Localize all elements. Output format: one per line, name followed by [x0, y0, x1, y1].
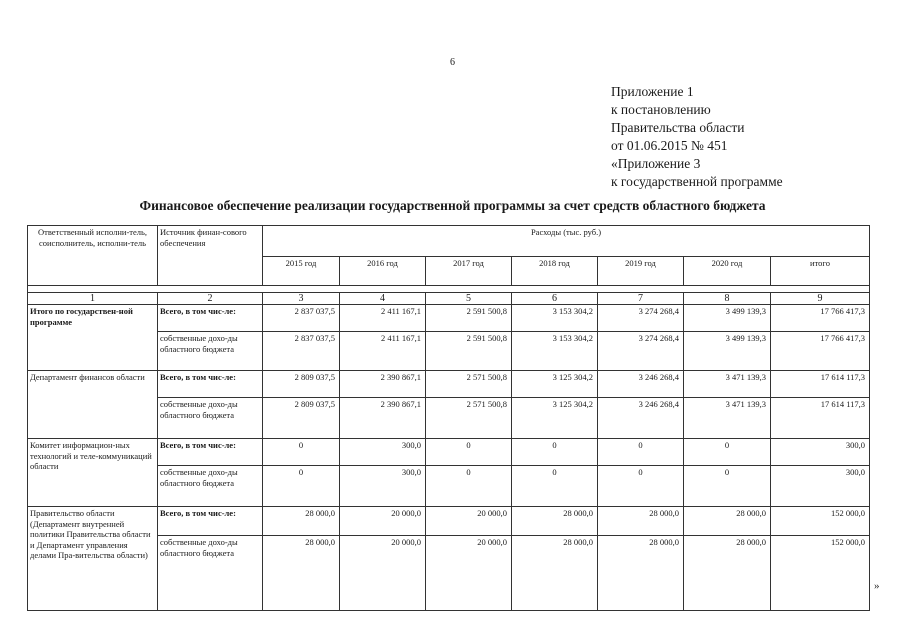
header-year: 2016 год	[340, 257, 426, 286]
header-executor: Ответственный исполни-тель, соисполнитель, исполни-тель	[28, 226, 158, 286]
value-cell: 2 591 500,8	[426, 332, 512, 371]
value-cell: 2 809 037,5	[263, 371, 340, 398]
value-cell: 28 000,0	[684, 536, 771, 611]
value-cell: 28 000,0	[684, 507, 771, 536]
total-cell: 300,0	[771, 466, 870, 507]
column-number: 6	[512, 293, 598, 305]
appendix-line: к постановлению	[611, 102, 711, 117]
value-cell: 0	[684, 439, 771, 466]
source-cell: собственные дохо-ды областного бюджета	[158, 398, 263, 439]
value-cell: 3 499 139,3	[684, 305, 771, 332]
value-cell: 2 809 037,5	[263, 398, 340, 439]
value-cell: 3 274 268,4	[598, 332, 684, 371]
value-cell: 2 591 500,8	[426, 305, 512, 332]
value-cell: 20 000,0	[340, 507, 426, 536]
value-cell: 3 246 268,4	[598, 371, 684, 398]
document-title: Финансовое обеспечение реализации государственной программы за счет средств областного бюджета	[139, 198, 766, 213]
value-cell: 3 153 304,2	[512, 332, 598, 371]
header-total: итого	[771, 257, 870, 286]
value-cell: 3 471 139,3	[684, 371, 771, 398]
header-year: 2017 год	[426, 257, 512, 286]
column-number: 9	[771, 293, 870, 305]
executor-cell: Итого по государствен-ной программе	[28, 305, 158, 371]
table-row	[28, 507, 870, 536]
value-cell: 0	[263, 466, 340, 507]
value-cell: 28 000,0	[598, 536, 684, 611]
value-cell: 2 390 867,1	[340, 371, 426, 398]
header-year: 2015 год	[263, 257, 340, 286]
value-cell: 0	[684, 466, 771, 507]
appendix-line: «Приложение 3	[611, 156, 701, 171]
header-spacer	[28, 286, 870, 293]
column-number: 8	[684, 293, 771, 305]
value-cell: 2 837 037,5	[263, 305, 340, 332]
value-cell: 28 000,0	[512, 507, 598, 536]
value-cell: 0	[426, 466, 512, 507]
value-cell: 2 411 167,1	[340, 332, 426, 371]
page-number: 6	[450, 57, 455, 68]
value-cell: 3 246 268,4	[598, 398, 684, 439]
value-cell: 0	[512, 439, 598, 466]
value-cell: 20 000,0	[426, 507, 512, 536]
appendix-line: Правительства области	[611, 120, 745, 135]
value-cell: 0	[512, 466, 598, 507]
appendix-line: Приложение 1	[611, 84, 694, 99]
column-number: 2	[158, 293, 263, 305]
table-row	[28, 439, 870, 466]
value-cell: 300,0	[340, 439, 426, 466]
header-year: 2019 год	[598, 257, 684, 286]
value-cell: 3 125 304,2	[512, 398, 598, 439]
total-cell: 17 614 117,3	[771, 371, 870, 398]
source-cell: собственные дохо-ды областного бюджета	[158, 332, 263, 371]
value-cell: 3 471 139,3	[684, 398, 771, 439]
value-cell: 28 000,0	[263, 536, 340, 611]
table-row	[28, 371, 870, 398]
source-cell: Всего, в том чис-ле:	[158, 371, 263, 398]
executor-cell: Правительство области (Департамент внутренней политики Правительства области и Департамент управления делами Пра-вительства области)	[28, 507, 158, 611]
table-row	[28, 305, 870, 332]
value-cell: 20 000,0	[426, 536, 512, 611]
value-cell: 2 571 500,8	[426, 398, 512, 439]
source-cell: Всего, в том чис-ле:	[158, 439, 263, 466]
total-cell: 17 614 117,3	[771, 398, 870, 439]
value-cell: 28 000,0	[598, 507, 684, 536]
header-year: 2020 год	[684, 257, 771, 286]
value-cell: 2 411 167,1	[340, 305, 426, 332]
value-cell: 300,0	[340, 466, 426, 507]
value-cell: 3 153 304,2	[512, 305, 598, 332]
total-cell: 17 766 417,3	[771, 305, 870, 332]
value-cell: 3 125 304,2	[512, 371, 598, 398]
value-cell: 3 274 268,4	[598, 305, 684, 332]
executor-cell: Комитет информацион-ных технологий и теле-коммуникаций области	[28, 439, 158, 507]
total-cell: 300,0	[771, 439, 870, 466]
source-cell: Всего, в том чис-ле:	[158, 305, 263, 332]
source-cell: собственные дохо-ды областного бюджета	[158, 466, 263, 507]
source-cell: Всего, в том чис-ле:	[158, 507, 263, 536]
column-number: 5	[426, 293, 512, 305]
column-number: 1	[28, 293, 158, 305]
value-cell: 3 499 139,3	[684, 332, 771, 371]
value-cell: 20 000,0	[340, 536, 426, 611]
closing-quote: »	[874, 580, 880, 592]
header-source: Источник финан-сового обеспечения	[158, 226, 263, 286]
column-number: 7	[598, 293, 684, 305]
appendix-line: от 01.06.2015 № 451	[611, 138, 728, 153]
total-cell: 152 000,0	[771, 507, 870, 536]
appendix-line: к государственной программе	[611, 174, 783, 189]
source-cell: собственные дохо-ды областного бюджета	[158, 536, 263, 611]
value-cell: 2 571 500,8	[426, 371, 512, 398]
total-cell: 17 766 417,3	[771, 332, 870, 371]
header-expenses: Расходы (тыс. руб.)	[263, 226, 870, 257]
header-year: 2018 год	[512, 257, 598, 286]
value-cell: 28 000,0	[512, 536, 598, 611]
value-cell: 28 000,0	[263, 507, 340, 536]
column-number: 3	[263, 293, 340, 305]
value-cell: 0	[598, 466, 684, 507]
value-cell: 0	[263, 439, 340, 466]
total-cell: 152 000,0	[771, 536, 870, 611]
value-cell: 2 390 867,1	[340, 398, 426, 439]
value-cell: 2 837 037,5	[263, 332, 340, 371]
value-cell: 0	[426, 439, 512, 466]
column-number: 4	[340, 293, 426, 305]
appendix-block	[611, 83, 783, 191]
value-cell: 0	[598, 439, 684, 466]
executor-cell: Департамент финансов области	[28, 371, 158, 439]
financing-table	[27, 225, 870, 611]
